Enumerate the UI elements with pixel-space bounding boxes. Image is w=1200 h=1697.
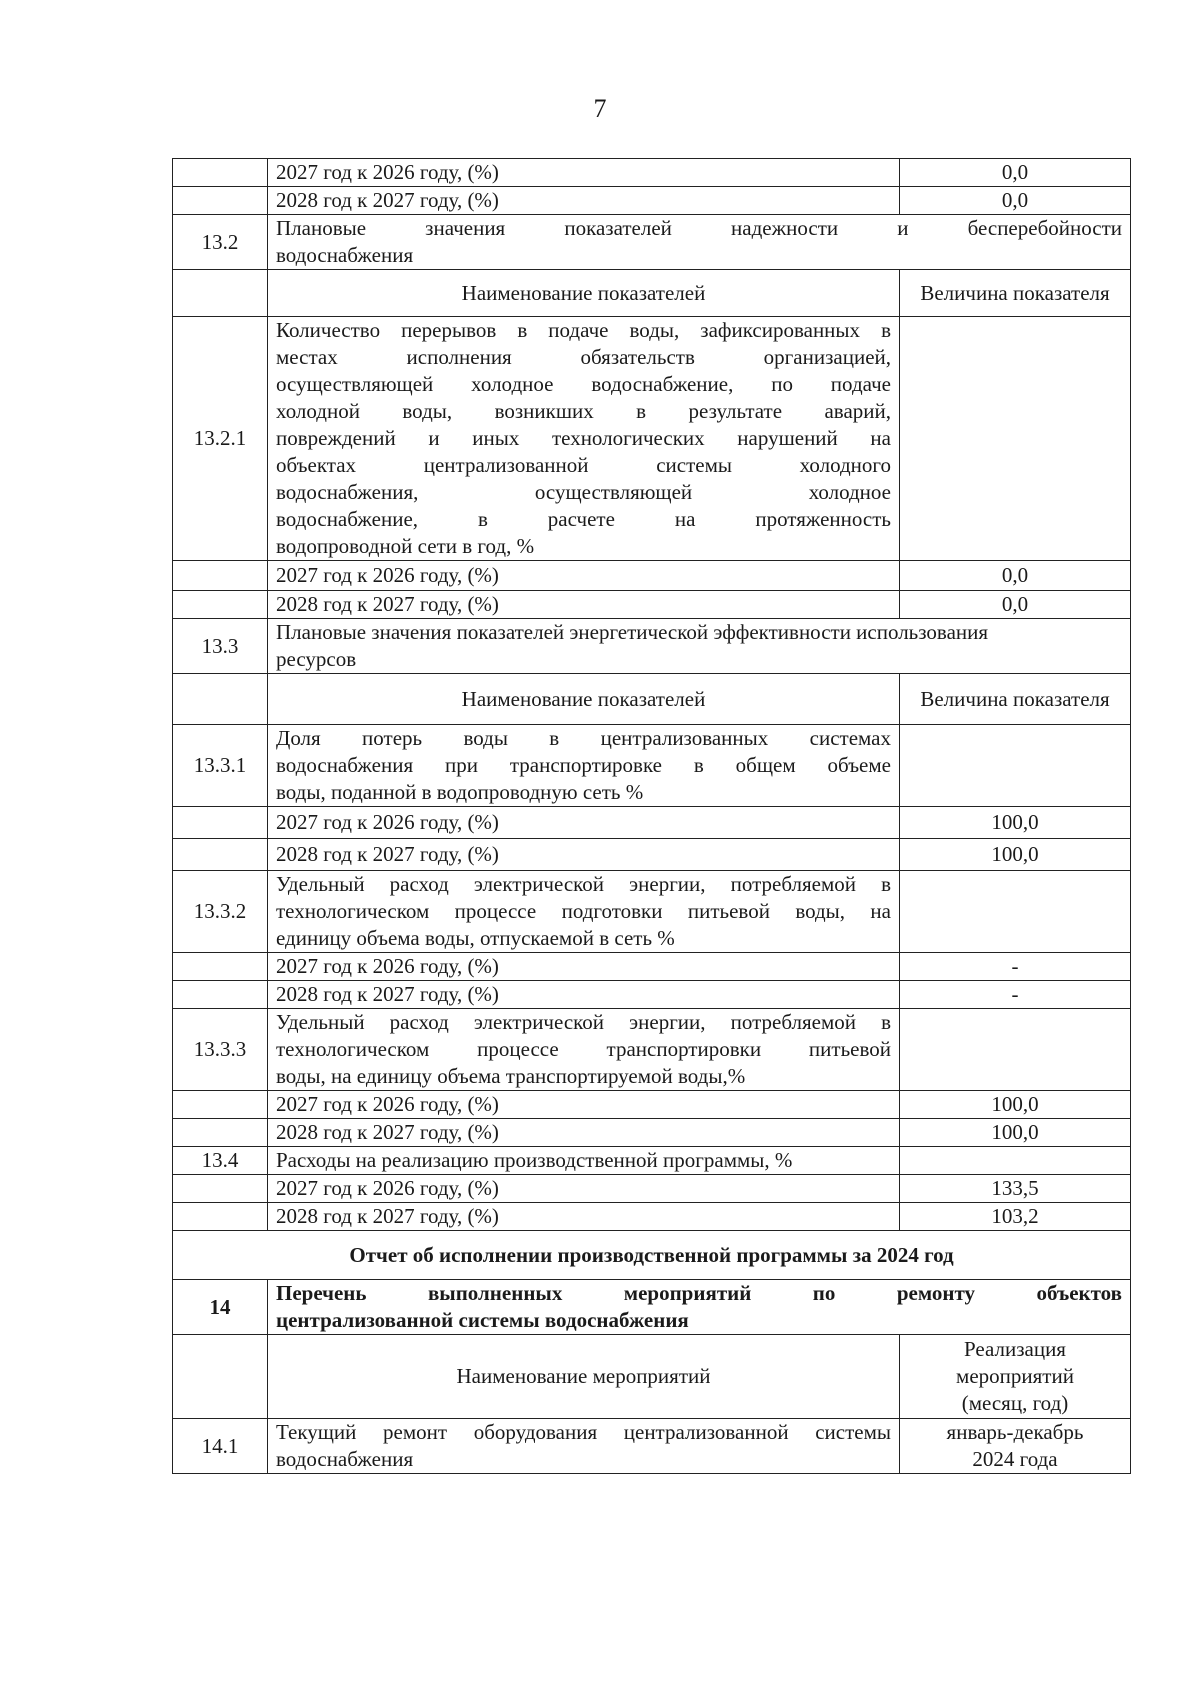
text-line: Количество перерывов в подаче воды, зафиксированных в [276,318,891,342]
column-header-row [173,270,1131,317]
section-title [268,1280,1131,1335]
section-title-line: централизованной системы водоснабжения [276,1308,689,1332]
indicator-number: 13.2.1 [173,317,268,561]
table-row [173,1091,1131,1119]
section-title-line: водоснабжения [276,243,414,267]
column-header-row [173,674,1131,725]
row-number [173,187,268,215]
row-label: 2027 год к 2026 году, (%) [268,561,900,591]
text-line: местах исполнения обязательств организацией, [276,345,891,369]
row-value: 0,0 [900,159,1131,187]
row-label: 2027 год к 2026 году, (%) [268,953,900,981]
column-header-value [900,1335,1131,1419]
row-value: 133,5 [900,1175,1131,1203]
header-line: Реализация [964,1337,1066,1361]
section-title-line: Плановые значения показателей надежности и бесперебойности [276,216,1122,240]
column-header-name: Наименование показателей [268,674,900,725]
row-label: 2027 год к 2026 году, (%) [268,1175,900,1203]
indicator-text [268,317,900,561]
text-line: технологическом процессе подготовки питьевой воды, на [276,899,891,923]
column-header-value: Величина показателя [900,270,1131,317]
row-label: 2028 год к 2027 году, (%) [268,981,900,1009]
column-header-row [173,1335,1131,1419]
text-line: водопроводной сети в год, % [276,534,535,558]
table-row [173,807,1131,839]
indicator-text [268,871,900,953]
section-title-line: Плановые значения показателей энергетической эффективности использования [276,620,989,644]
table-row [173,159,1131,187]
row-label: 2028 год к 2027 году, (%) [268,1119,900,1147]
text-line: Доля потерь воды в централизованных системах [276,726,891,750]
row-label: 2027 год к 2026 году, (%) [268,1091,900,1119]
section-title [268,215,1131,270]
text-line: Удельный расход электрической энергии, потребляемой в [276,1010,891,1034]
text-line: холодной воды, возникших в результате аварий, [276,399,891,423]
row-value: - [900,953,1131,981]
row-label: 2028 год к 2027 году, (%) [268,839,900,871]
column-header-value: Величина показателя [900,674,1131,725]
text-line: осуществляющей холодное водоснабжение, по подаче [276,372,891,396]
table-row [173,591,1131,619]
text-line: Текущий ремонт оборудования централизованной системы [276,1420,891,1444]
text-line: водоснабжения при транспортировке в общем объеме [276,753,891,777]
section-number: 13.3 [173,619,268,674]
section-title-line: Перечень выполненных мероприятий по ремонту объектов [276,1281,1122,1305]
table-row [173,187,1131,215]
indicator-number: 13.3.3 [173,1009,268,1091]
section-row [173,215,1131,270]
row-value: 100,0 [900,1119,1131,1147]
row-label: 2028 год к 2027 году, (%) [268,187,900,215]
indicator-row [173,1009,1131,1091]
indicator-text [268,725,900,807]
indicator-row [173,1147,1131,1175]
header-line: (месяц, год) [961,1391,1069,1415]
row-label: 2028 год к 2027 году, (%) [268,1203,900,1231]
text-line: воды, на единицу объема транспортируемой воды,% [276,1064,746,1088]
section-row [173,619,1131,674]
text-line: Удельный расход электрической энергии, потребляемой в [276,872,891,896]
indicator-row [173,871,1131,953]
activity-number: 14.1 [173,1419,268,1474]
table-row [173,561,1131,591]
row-value: 100,0 [900,807,1131,839]
section-row [173,1280,1131,1335]
column-header-name: Наименование мероприятий [268,1335,900,1419]
table-row [173,981,1131,1009]
row-label: 2027 год к 2026 году, (%) [268,807,900,839]
indicator-number: 13.3.1 [173,725,268,807]
report-title-row [173,1231,1131,1280]
indicator-number: 13.4 [173,1147,268,1175]
text-line: единицу объема воды, отпускаемой в сеть % [276,926,675,950]
row-value: - [900,981,1131,1009]
indicators-table [172,158,1131,1474]
indicator-text: Расходы на реализацию производственной программы, % [268,1147,900,1175]
row-value: 100,0 [900,1091,1131,1119]
section-title [268,619,1131,674]
indicator-row [173,725,1131,807]
activity-period [900,1419,1131,1474]
section-number: 14 [173,1280,268,1335]
row-value: 0,0 [900,561,1131,591]
page-number: 7 [593,94,607,123]
text-line: технологическом процессе транспортировки питьевой [276,1037,891,1061]
column-header-name: Наименование показателей [268,270,900,317]
table-row [173,953,1131,981]
text-line: водоснабжения [276,1447,414,1471]
text-line: объектах централизованной системы холодного [276,453,891,477]
row-value: 100,0 [900,839,1131,871]
text-line: повреждений и иных технологических нарушений на [276,426,891,450]
table-row [173,1175,1131,1203]
row-number [173,159,268,187]
report-title: Отчет об исполнении производственной программы за 2024 год [173,1231,1131,1280]
row-label: 2028 год к 2027 году, (%) [268,591,900,619]
header-line: мероприятий [956,1364,1074,1388]
text-line: водоснабжение, в расчете на протяженность [276,507,891,531]
section-number: 13.2 [173,215,268,270]
activity-text [268,1419,900,1474]
table-row [173,839,1131,871]
text-line: воды, поданной в водопроводную сеть % [276,780,644,804]
row-value: 0,0 [900,187,1131,215]
row-value: 0,0 [900,591,1131,619]
section-title-line: ресурсов [276,647,357,671]
indicator-number: 13.3.2 [173,871,268,953]
table-row [173,1203,1131,1231]
indicator-row [173,317,1131,561]
row-value: 103,2 [900,1203,1131,1231]
table-row [173,1119,1131,1147]
period-line: январь-декабрь [946,1420,1084,1444]
text-line: водоснабжения, осуществляющей холодное [276,480,891,504]
indicator-text [268,1009,900,1091]
period-line: 2024 года [972,1447,1058,1471]
row-label: 2027 год к 2026 году, (%) [268,159,900,187]
activity-row [173,1419,1131,1474]
